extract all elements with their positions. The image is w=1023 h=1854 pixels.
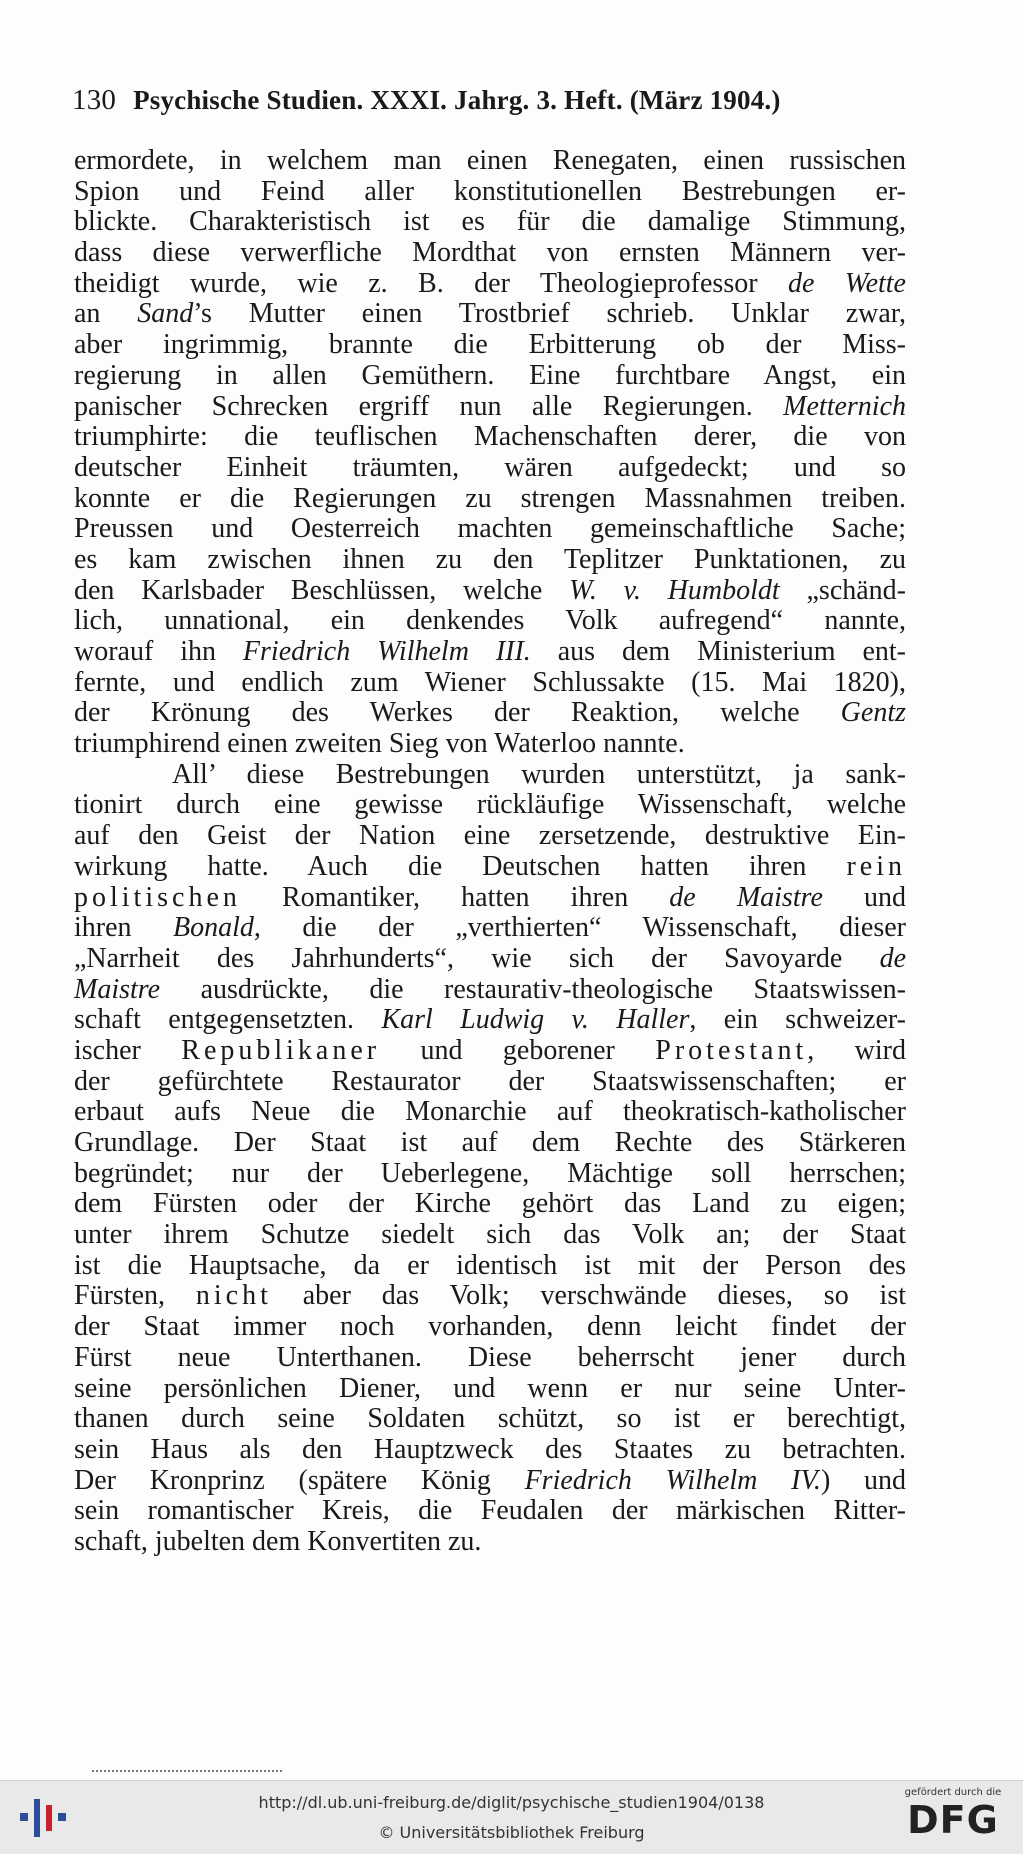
text-run: ihren [74, 912, 174, 944]
text-line [74, 269, 906, 300]
text-line [74, 545, 906, 576]
text-run: konnte er die Regierungen zu strengen Massnahmen treiben. [74, 482, 906, 514]
footer-bar [0, 1780, 1023, 1854]
text-run: theidigt wurde, wie z. B. der Theologieprofessor [74, 267, 788, 299]
text-line [74, 177, 906, 208]
text-run: Spion und Feind aller konstitutionellen Bestrebungen er- [74, 175, 906, 207]
text-run: Protestant [655, 1034, 808, 1066]
text-run: Maistre [74, 973, 161, 1005]
text-run: den Karlsbader Beschlüssen, welche [74, 574, 570, 606]
text-line [74, 668, 906, 699]
text-run: ausdrückte, die restaurativ-theologische Staatswissen- [160, 973, 906, 1005]
text-run: de Wette [787, 267, 906, 299]
text-run: erbaut aufs Neue die Monarchie auf theokratisch-katholischer [74, 1096, 906, 1128]
text-line [74, 1435, 906, 1466]
dfg-logo-icon [897, 1787, 1009, 1849]
dfg-logo-text: DFG [907, 1798, 999, 1842]
text-run: und [822, 881, 906, 913]
text-run: Friedrich Wilhelm IV. [524, 1464, 821, 1496]
text-run: dass diese verwerfliche Mordthat von ernsten Männern ver- [74, 237, 906, 269]
text-run: thanen durch seine Soldaten schützt, so ist er berechtigt, [74, 1403, 906, 1435]
text-line [74, 760, 906, 791]
text-run: unter ihrem Schutze siedelt sich das Volk an; der Staat [74, 1219, 906, 1251]
text-run: de [879, 942, 906, 974]
text-run: triumphirend einen zweiten Sieg von Waterloo nannte. [74, 728, 685, 760]
text-run: der gefürchtete Restaurator der Staatswissenschaften; er [74, 1065, 906, 1097]
text-run: Bonald [173, 912, 254, 944]
text-run: All’ diese Bestrebungen wurden unterstützt, ja sank- [172, 758, 906, 790]
text-run: Preussen und Oesterreich machten gemeinschaftliche Sache; [74, 513, 906, 545]
text-run: der Staat immer noch vorhanden, denn leicht findet der [74, 1311, 906, 1343]
text-run: worauf ihn [74, 636, 243, 667]
page-number: 130 [72, 84, 117, 116]
text-run: seine persönlichen Diener, und wenn er nur seine Unter- [74, 1372, 906, 1404]
text-line [74, 944, 906, 975]
text-run: auf den Geist der Nation eine zersetzende, destruktive Ein- [74, 820, 906, 852]
text-run: ischer [74, 1034, 182, 1066]
text-run: wirkung hatte. Auch die Deutschen hatten ihren [74, 850, 847, 882]
text-run: Grundlage. Der Staat ist auf dem Rechte des Stärkeren [74, 1127, 906, 1158]
text-line [74, 975, 906, 1006]
text-run: „schänd- [779, 574, 906, 606]
text-run: Romantiker, hatten ihren [240, 881, 670, 913]
text-run: sein romantischer Kreis, die Feudalen der märkischen Ritter- [74, 1495, 906, 1527]
text-run: de Maistre [669, 881, 823, 913]
text-run: lich, unnational, ein denkendes Volk aufregend“ nannte, [74, 605, 906, 637]
text-run: blickte. Charakteristisch ist es für die damalige Stimmung, [74, 206, 906, 238]
text-line [74, 1312, 906, 1343]
text-run: panischer Schrecken ergriff nun alle Regierungen. [74, 390, 784, 422]
text-line [74, 453, 906, 484]
running-title: Psychische Studien. XXXI. Jahrg. 3. Heft. (März 1904.) [133, 85, 781, 115]
text-run: aus dem Ministerium ent- [530, 636, 906, 667]
text-run: triumphirte: die teuflischen Machenschaften derer, die von [74, 421, 906, 453]
text-line [74, 1527, 906, 1558]
text-line [74, 883, 906, 914]
text-line [74, 729, 906, 760]
text-run: ) und [820, 1464, 906, 1496]
text-run: ’s Mutter einen Trostbrief schrieb. Unklar zwar, [193, 298, 906, 330]
text-line [74, 698, 906, 729]
text-run: aber ingrimmig, brannte die Erbitterung ob der Miss- [74, 329, 906, 361]
text-run: begründet; nur der Ueberlegene, Mächtige soll herrschen; [74, 1157, 906, 1189]
text-line [74, 1128, 906, 1159]
text-run: es kam zwischen ihnen zu den Teplitzer Punktationen, zu [74, 543, 906, 575]
text-line [74, 299, 906, 330]
text-line [74, 1496, 906, 1527]
text-run: der Krönung des Werkes der Reaktion, welche [74, 697, 841, 729]
text-run: schaft entgegensetzten. [74, 1004, 382, 1036]
text-run: schaft, jubelten dem Konvertiten zu. [74, 1525, 482, 1557]
text-line [74, 330, 906, 361]
text-run: tionirt durch eine gewisse rückläufige Wissenschaft, welche [74, 789, 906, 821]
text-run: sein Haus als den Hauptzweck des Staates zu betrachten. [74, 1433, 906, 1465]
text-line [74, 1343, 906, 1374]
text-line [74, 913, 906, 944]
text-line [74, 146, 906, 177]
text-run: rein [846, 850, 906, 882]
text-run: „Narrheit des Jahrhunderts“, wie sich der Savoyarde [74, 942, 880, 974]
text-run: deutscher Einheit träumten, wären aufgedeckt; und so [74, 451, 906, 483]
text-line [74, 1005, 906, 1036]
text-line [74, 514, 906, 545]
text-run: W. v. Humboldt [569, 574, 780, 606]
text-line [74, 1159, 906, 1190]
text-line [74, 422, 906, 453]
text-run: Gentz [840, 697, 906, 729]
page-header [72, 84, 872, 117]
text-run: dem Fürsten oder der Kirche gehört das Land zu eigen; [74, 1188, 906, 1220]
text-line [74, 207, 906, 238]
text-run: Fürsten, [74, 1280, 196, 1312]
text-run: , wird [807, 1034, 906, 1066]
text-run: Sand [137, 298, 194, 330]
dfg-tagline: gefördert durch die [904, 1787, 1002, 1798]
text-run: , die der „verthierten“ Wissenschaft, dieser [253, 912, 906, 944]
text-line [74, 790, 906, 821]
text-run: fernte, und endlich zum Wiener Schlussakte (15. Mai 1820), [74, 666, 906, 698]
text-run: ist die Hauptsache, da er identisch ist mit der Person des [74, 1249, 906, 1281]
body-text [74, 146, 906, 1558]
text-run: aber das Volk; verschwände dieses, so ist [271, 1280, 907, 1312]
text-line [74, 1036, 906, 1067]
text-line [74, 1067, 906, 1098]
text-run: ermordete, in welchem man einen Renegaten, einen russischen [74, 145, 906, 176]
text-line [74, 392, 906, 423]
text-line [74, 821, 906, 852]
text-line [74, 1251, 906, 1282]
text-line [74, 238, 906, 269]
text-line [74, 484, 906, 515]
text-run: Metternich [783, 390, 906, 422]
text-line [74, 1097, 906, 1128]
text-line [74, 637, 906, 668]
text-run: nicht [195, 1280, 272, 1312]
text-run: Der Kronprinz (spätere König [74, 1464, 525, 1496]
text-run: Republikaner [181, 1034, 381, 1066]
text-run: und geborener [380, 1034, 656, 1066]
text-line [74, 1281, 906, 1312]
text-run: an [74, 298, 138, 330]
text-run: politischen [74, 881, 241, 913]
text-run: Fürst neue Unterthanen. Diese beherrscht jener durch [74, 1341, 906, 1373]
text-run: regierung in allen Gemüthern. Eine furchtbare Angst, ein [74, 359, 906, 391]
text-run: Karl Ludwig v. Haller [381, 1004, 690, 1036]
text-run: , ein schweizer- [689, 1004, 907, 1036]
text-line [74, 1466, 906, 1497]
text-run: Friedrich Wilhelm III. [242, 636, 531, 667]
text-line [74, 1374, 906, 1405]
copyright-text: © Universitätsbibliothek Freiburg [378, 1823, 645, 1842]
text-line [74, 1220, 906, 1251]
bottom-rule [92, 1770, 282, 1775]
text-line [74, 1404, 906, 1435]
source-url-link[interactable]: http://dl.ub.uni-freiburg.de/diglit/psychische_studien1904/0138 [258, 1793, 765, 1812]
text-line [74, 1189, 906, 1220]
text-line [74, 361, 906, 392]
text-line [74, 576, 906, 607]
text-line [74, 852, 906, 883]
text-line [74, 606, 906, 637]
